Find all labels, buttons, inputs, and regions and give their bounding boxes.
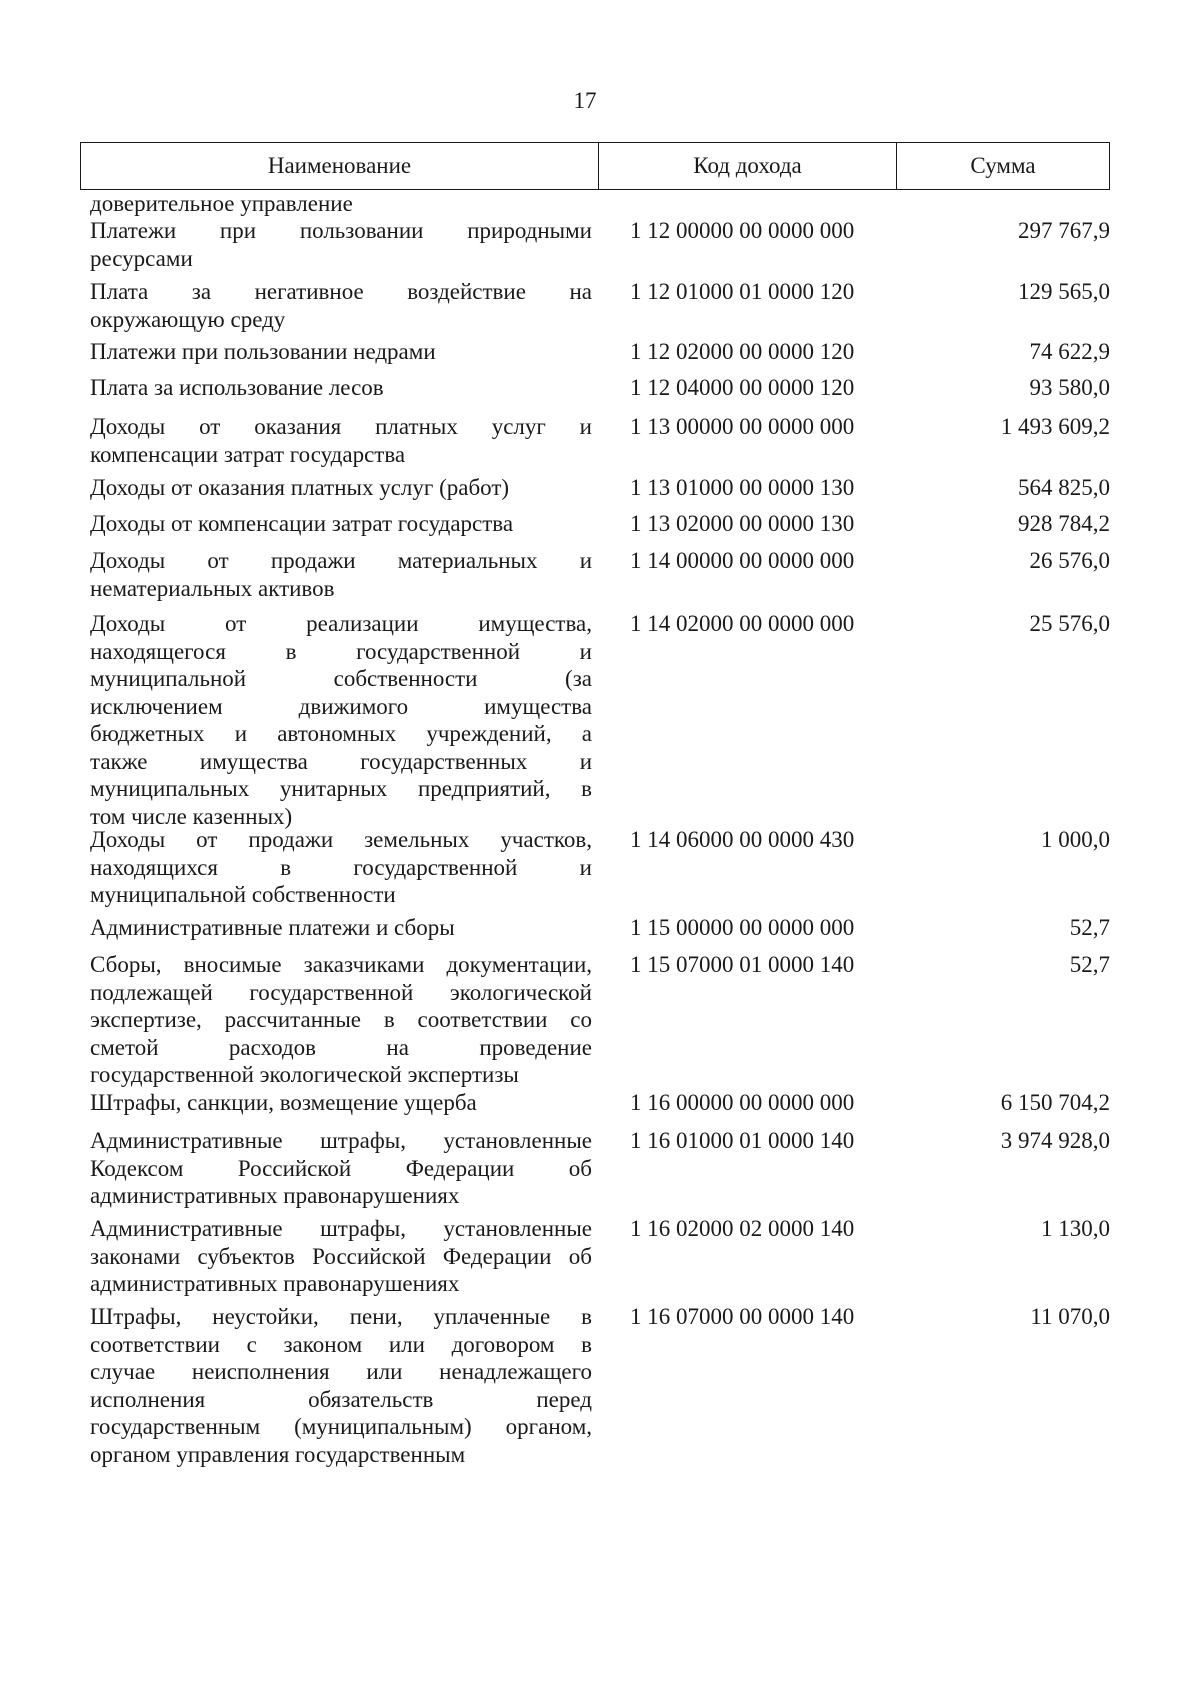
row-sum: 93 580,0 xyxy=(1029,375,1110,400)
row-code: 1 15 00000 00 0000 000 xyxy=(630,915,855,940)
row-name-line: экспертизе, рассчитанные в соответствии со xyxy=(90,1007,592,1032)
row-name-line: Доходы от продажи материальных и xyxy=(90,548,592,573)
row-code: 1 14 02000 00 0000 000 xyxy=(630,611,855,636)
row-name-line: исключением движимого имущества xyxy=(90,693,592,719)
column-header-name: Наименование xyxy=(81,143,599,189)
row-name xyxy=(90,914,592,942)
row-code: 1 13 01000 00 0000 130 xyxy=(630,475,855,500)
row-name-line: муниципальной собственности (за xyxy=(90,666,592,691)
row-name-line: законами субъектов Российской Федерации об xyxy=(90,1243,592,1269)
column-header-sum: Сумма xyxy=(970,153,1036,178)
row-name xyxy=(90,510,592,538)
row-code: 1 16 07000 00 0000 140 xyxy=(630,1304,855,1329)
row-code: 1 13 00000 00 0000 000 xyxy=(630,414,855,439)
row-code: 1 16 02000 02 0000 140 xyxy=(630,1216,855,1241)
row-name-line: Кодексом Российской Федерации об xyxy=(90,1155,592,1181)
row-code: 1 12 04000 00 0000 120 xyxy=(630,375,855,400)
row-name-line: окружающую среду xyxy=(90,306,286,332)
row-name-line: государственной экологической экспертизы xyxy=(90,1062,519,1087)
row-name-line: муниципальных унитарных предприятий, в xyxy=(90,776,592,801)
row-name xyxy=(90,1089,592,1117)
row-code: 1 12 00000 00 0000 000 xyxy=(630,218,855,243)
row-sum: 3 974 928,0 xyxy=(1000,1128,1110,1153)
row-name-line: государственным (муниципальным) органом, xyxy=(90,1414,592,1439)
row-name-line: сметой расходов на проведение xyxy=(90,1034,592,1060)
page-number: 17 xyxy=(573,88,597,113)
row-name-line: подлежащей государственной экологической xyxy=(90,979,592,1005)
row-sum: 52,7 xyxy=(1069,915,1110,940)
row-name-line: Доходы от продажи земельных участков, xyxy=(90,827,592,852)
row-name-line: Плата за негативное воздействие на xyxy=(90,279,592,304)
row-name xyxy=(90,474,592,502)
row-name-line: органом управления государственным xyxy=(90,1441,466,1467)
row-name-line: Доходы от оказания платных услуг (работ) xyxy=(90,475,510,500)
column-header-code: Код дохода xyxy=(599,143,897,189)
row-name-line: Административные штрафы, установленные xyxy=(90,1216,592,1241)
row-name-line: Плата за использование лесов xyxy=(90,375,384,400)
row-code: 1 12 01000 01 0000 120 xyxy=(630,279,855,304)
row-sum: 25 576,0 xyxy=(1029,611,1110,636)
row-name-line: Сборы, вносимые заказчиками документации, xyxy=(90,952,592,977)
row-name-line: ресурсами xyxy=(90,245,193,271)
row-name-line: Административные штрафы, установленные xyxy=(90,1128,592,1153)
row-sum: 74 622,9 xyxy=(1029,339,1110,364)
row-sum: 1 000,0 xyxy=(1041,827,1110,852)
row-name-line: Платежи при пользовании недрами xyxy=(90,339,436,364)
row-name xyxy=(90,338,592,366)
row-name xyxy=(90,1215,592,1298)
row-name-line: Доходы от компенсации затрат государства xyxy=(90,511,514,536)
row-sum: 1 130,0 xyxy=(1041,1216,1110,1241)
row-name-line: нематериальных активов xyxy=(90,575,335,601)
row-name-line: том числе казенных) xyxy=(90,803,293,829)
row-sum: 1 493 609,2 xyxy=(1000,414,1110,439)
row-name-line: административных правонарушениях xyxy=(90,1183,460,1208)
row-name xyxy=(90,610,592,830)
row-name-line: Штрафы, санкции, возмещение ущерба xyxy=(90,1090,477,1115)
row-name xyxy=(90,413,592,468)
row-sum: 52,7 xyxy=(1069,952,1110,977)
row-name-line: Доходы от оказания платных услуг и xyxy=(90,414,592,439)
row-name-line: находящихся в государственной и xyxy=(90,854,592,880)
row-code: 1 16 01000 01 0000 140 xyxy=(630,1128,855,1153)
row-name-line: бюджетных и автономных учреждений, а xyxy=(90,721,592,746)
row-name xyxy=(90,217,592,272)
row-name-line: Административные платежи и сборы xyxy=(90,915,455,940)
table-header xyxy=(80,142,1110,190)
row-sum: 297 767,9 xyxy=(1018,218,1110,243)
row-name-line: случае неисполнения или ненадлежащего xyxy=(90,1359,592,1384)
row-name xyxy=(90,547,592,602)
row-code: 1 15 07000 01 0000 140 xyxy=(630,952,855,977)
row-name xyxy=(90,1127,592,1210)
row-name-line: Доходы от реализации имущества, xyxy=(90,611,592,636)
row-name xyxy=(90,951,592,1089)
row-sum: 26 576,0 xyxy=(1029,548,1110,573)
row-sum: 6 150 704,2 xyxy=(1000,1090,1110,1115)
row-sum: 564 825,0 xyxy=(1018,475,1110,500)
row-name-line: Штрафы, неустойки, пени, уплаченные в xyxy=(90,1304,592,1329)
row-name-line: также имущества государственных и xyxy=(90,748,592,774)
row-name xyxy=(90,826,592,909)
row-name-line: находящегося в государственной и xyxy=(90,638,592,664)
row-name xyxy=(90,374,592,402)
row-name-line: компенсации затрат государства xyxy=(90,441,406,467)
row-sum: 129 565,0 xyxy=(1018,279,1110,304)
row-code: 1 13 02000 00 0000 130 xyxy=(630,511,855,536)
row-code: 1 16 00000 00 0000 000 xyxy=(630,1090,855,1115)
row-code: 1 14 06000 00 0000 430 xyxy=(630,827,855,852)
row-name-line: соответствии с законом или договором в xyxy=(90,1331,592,1357)
row-name-line: исполнения обязательств перед xyxy=(90,1386,592,1412)
row-name-line: муниципальной собственности xyxy=(90,882,396,907)
row-code: 1 14 00000 00 0000 000 xyxy=(630,548,855,573)
row-name-line: административных правонарушениях xyxy=(90,1271,460,1296)
row-sum: 11 070,0 xyxy=(1030,1304,1110,1329)
row-name-line: доверительное управление xyxy=(90,191,353,216)
row-name xyxy=(90,190,592,218)
row-name xyxy=(90,278,592,333)
row-code: 1 12 02000 00 0000 120 xyxy=(630,339,855,364)
row-name xyxy=(90,1303,592,1468)
row-name-line: Платежи при пользовании природными xyxy=(90,218,592,243)
row-sum: 928 784,2 xyxy=(1018,511,1110,536)
